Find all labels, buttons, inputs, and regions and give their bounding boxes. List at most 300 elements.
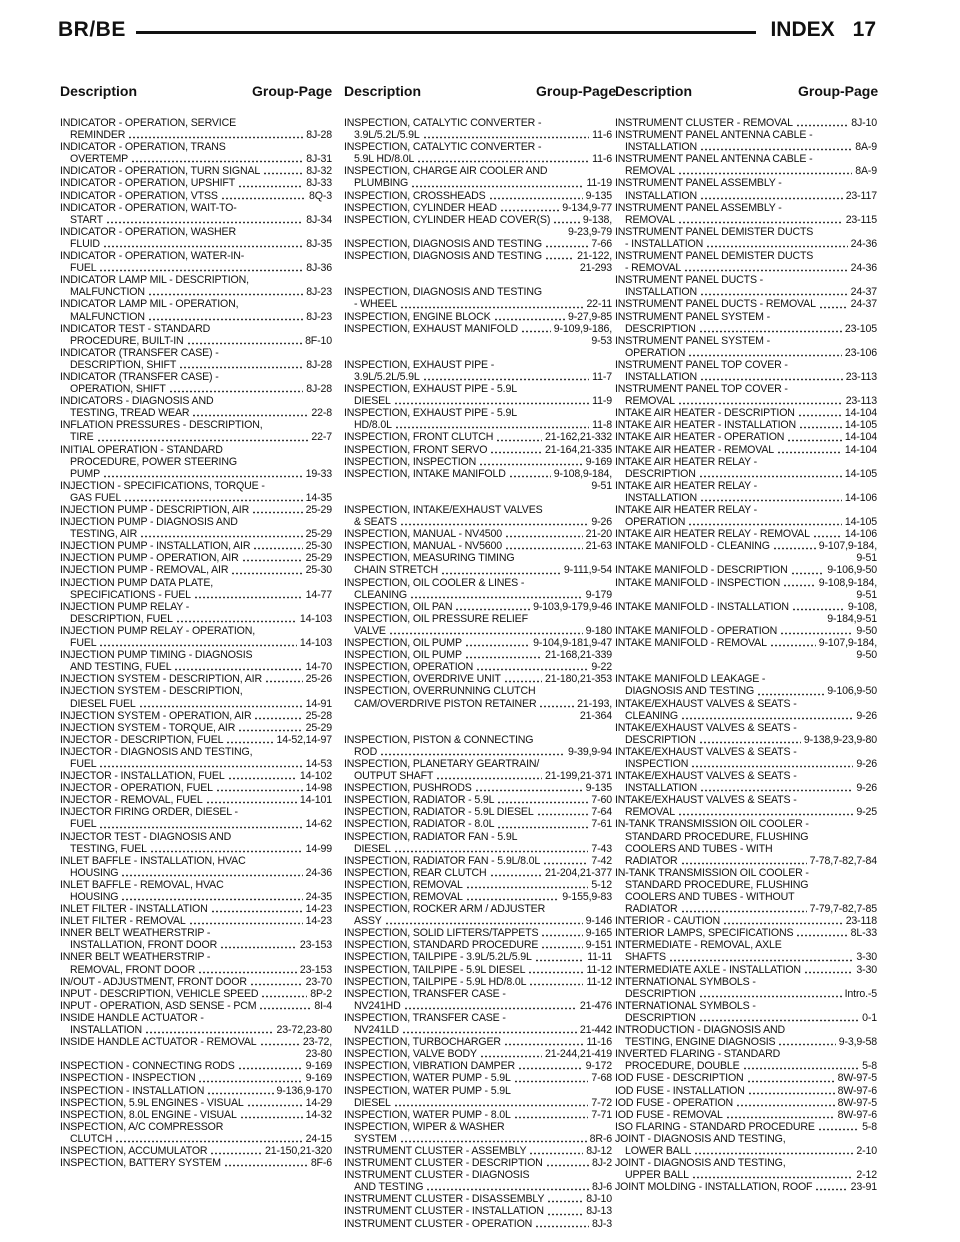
dot-leader bbox=[465, 656, 542, 659]
entry-line bbox=[60, 1109, 332, 1121]
entry-page: 9-39,9-94 bbox=[568, 745, 612, 758]
dot-leader bbox=[216, 789, 303, 792]
entry-line bbox=[60, 552, 332, 564]
entry-line bbox=[615, 577, 877, 589]
index-entry bbox=[60, 395, 332, 419]
index-entry bbox=[60, 444, 332, 480]
entry-line bbox=[60, 564, 332, 576]
dot-leader bbox=[210, 1152, 262, 1155]
index-entry bbox=[344, 927, 612, 939]
entry-text: INSPECTION, OIL PAN bbox=[344, 600, 453, 613]
entry-line bbox=[615, 371, 877, 383]
entry-line bbox=[615, 722, 877, 734]
entry-line bbox=[344, 758, 612, 770]
index-entry bbox=[615, 177, 877, 201]
entry-text: INSTALLATION bbox=[625, 141, 697, 154]
entry-text: FUEL bbox=[70, 262, 97, 275]
entry-text: INSTRUMENT PANEL DUCTS - REMOVAL bbox=[615, 298, 816, 311]
index-entry bbox=[60, 540, 332, 552]
dot-leader bbox=[509, 475, 551, 478]
entry-line bbox=[615, 516, 877, 528]
index-entry bbox=[60, 710, 332, 722]
entry-page: 8J-31 bbox=[306, 153, 332, 166]
entry-text: INDICATOR - OPERATION, WAIT-TO- bbox=[60, 201, 237, 214]
dot-leader bbox=[547, 1213, 583, 1216]
index-entry bbox=[344, 311, 612, 323]
entry-line bbox=[60, 891, 332, 903]
entry-line bbox=[60, 1060, 332, 1072]
entry-text: & SEATS bbox=[354, 516, 397, 529]
entry-line bbox=[60, 589, 332, 601]
entry-text: INSTRUMENT CLUSTER - OPERATION bbox=[344, 1217, 533, 1230]
entry-line bbox=[615, 806, 877, 818]
index-title: INDEX bbox=[770, 18, 835, 41]
entry-text: INJECTION SYSTEM - TORQUE, AIR bbox=[60, 721, 236, 734]
entry-line bbox=[344, 915, 612, 927]
dot-leader bbox=[684, 269, 848, 272]
entry-page: 24-36 bbox=[850, 262, 877, 275]
entry-text: INDICATOR - OPERATION, SERVICE bbox=[60, 117, 237, 129]
entry-page: 9-136,9-170 bbox=[276, 1084, 332, 1097]
entry-text: HOUSING bbox=[70, 866, 119, 879]
entry-line bbox=[344, 1024, 612, 1036]
dot-leader bbox=[699, 475, 842, 478]
entry-line bbox=[344, 685, 612, 697]
entry-line bbox=[615, 831, 877, 843]
entry-text: INLET BAFFLE - REMOVAL, HVAC bbox=[60, 878, 224, 891]
dot-leader bbox=[535, 1225, 589, 1228]
entry-text: INTAKE MANIFOLD LEAKAGE - bbox=[615, 673, 766, 686]
dot-leader bbox=[103, 245, 303, 248]
index-entry bbox=[615, 202, 877, 226]
entry-text: INDICATOR - OPERATION, TRANS bbox=[60, 141, 226, 154]
entry-text: INJECTION PUMP - OPERATION, AIR bbox=[60, 552, 239, 565]
entry-text: INSPECTION, RADIATOR - 5.9L bbox=[344, 794, 495, 807]
index-entry bbox=[60, 794, 332, 806]
entry-page: 7-71 bbox=[591, 1108, 612, 1121]
entry-text: INSPECTION, A/C COMPRESSOR bbox=[60, 1120, 224, 1133]
entry-text: INSPECTION, MANUAL - NV5600 bbox=[344, 540, 503, 553]
entry-text: INTERNATIONAL SYMBOLS - bbox=[615, 999, 756, 1012]
index-entry bbox=[615, 927, 877, 939]
entry-line bbox=[60, 395, 332, 407]
entry-page: 8J-3 bbox=[591, 1217, 612, 1230]
entry-text: TESTING, AIR bbox=[70, 528, 138, 541]
index-entry bbox=[344, 1218, 612, 1230]
entry-line bbox=[344, 214, 612, 226]
col1-head-desc: Description bbox=[60, 83, 138, 99]
entry-line bbox=[60, 335, 332, 347]
dot-leader bbox=[176, 620, 297, 623]
entry-line bbox=[615, 1169, 877, 1181]
entry-text: INSPECTION, 8.0L ENGINE - VISUAL bbox=[60, 1108, 237, 1121]
entry-line bbox=[60, 528, 332, 540]
index-entry bbox=[344, 903, 612, 927]
entry-text: INJECTION PUMP - REMOVAL, AIR bbox=[60, 564, 229, 577]
entry-text: FUEL bbox=[70, 818, 97, 831]
entry-line bbox=[60, 359, 332, 371]
index-entry bbox=[60, 806, 332, 830]
dot-leader bbox=[192, 414, 308, 417]
entry-page: 21-204,21-377 bbox=[545, 866, 612, 879]
entry-line bbox=[60, 637, 332, 649]
entry-line bbox=[60, 734, 332, 746]
entry-text: COOLERS AND TUBES - WITH bbox=[625, 842, 773, 855]
entry-page: 25-29 bbox=[305, 528, 332, 541]
entry-line bbox=[615, 383, 877, 395]
entry-page: 9-151 bbox=[585, 939, 612, 952]
entry-line bbox=[60, 129, 332, 141]
entry-text: INSPECTION, PLANETARY GEARTRAIN/ bbox=[344, 757, 540, 770]
index-entry bbox=[344, 468, 612, 504]
dot-leader bbox=[103, 475, 303, 478]
entry-page: 23-91 bbox=[850, 1181, 877, 1194]
index-entry bbox=[615, 1133, 877, 1157]
dot-leader bbox=[265, 680, 303, 683]
entry-text: INDICATOR LAMP MIL - OPERATION, bbox=[60, 298, 239, 311]
entry-page: 23-115 bbox=[845, 213, 877, 226]
entry-line bbox=[60, 855, 332, 867]
entry-text: INSPECTION bbox=[625, 757, 689, 770]
entry-text: COOLERS AND TUBES - WITHOUT bbox=[625, 891, 795, 903]
entry-line bbox=[615, 637, 877, 649]
entry-text: INSPECTION, REMOVAL bbox=[344, 891, 463, 903]
entry-line bbox=[60, 504, 332, 516]
index-entry bbox=[60, 673, 332, 685]
dot-leader bbox=[99, 765, 302, 768]
entry-line bbox=[60, 286, 332, 298]
index-entry bbox=[615, 456, 877, 480]
entry-page: 8J-36 bbox=[306, 262, 332, 275]
index-entry bbox=[344, 661, 612, 673]
dot-leader bbox=[699, 1019, 859, 1022]
entry-text: CHAIN STRETCH bbox=[354, 564, 438, 577]
entry-line bbox=[615, 177, 877, 189]
entry-text: INSPECTION, OIL PUMP bbox=[344, 649, 462, 662]
entry-page: 21-168,21-339 bbox=[545, 649, 612, 662]
dot-leader bbox=[699, 995, 842, 998]
dot-leader bbox=[692, 1176, 854, 1179]
entry-page: 9-169 bbox=[305, 1072, 332, 1085]
dot-leader bbox=[496, 439, 542, 442]
index-entry bbox=[615, 976, 877, 1000]
entry-line bbox=[344, 1036, 612, 1048]
entry-line bbox=[615, 1121, 877, 1133]
dot-leader bbox=[238, 729, 302, 732]
index-entry bbox=[344, 601, 612, 613]
entry-line bbox=[60, 661, 332, 673]
entry-line bbox=[60, 1000, 332, 1012]
dot-leader bbox=[231, 572, 302, 575]
entry-page: 8J-32 bbox=[306, 165, 332, 178]
index-entry bbox=[60, 564, 332, 576]
entry-line bbox=[60, 298, 332, 310]
entry-line bbox=[60, 1024, 332, 1036]
entry-text: INSPECTION, REMOVAL bbox=[344, 878, 463, 891]
entry-page: 14-101 bbox=[299, 794, 332, 807]
entry-line bbox=[344, 1060, 612, 1072]
entry-line bbox=[344, 153, 612, 165]
index-entry bbox=[344, 165, 612, 189]
entry-text: INTAKE MANIFOLD - DESCRIPTION bbox=[615, 564, 788, 577]
entry-gap bbox=[344, 347, 612, 359]
entry-line bbox=[60, 383, 332, 395]
entry-text: INDICATOR (TRANSFER CASE) - bbox=[60, 370, 219, 383]
entry-line bbox=[615, 903, 877, 915]
entry-line bbox=[344, 202, 612, 214]
dot-leader bbox=[678, 221, 843, 224]
entry-text: INSTALLATION bbox=[70, 1024, 142, 1037]
dot-leader bbox=[207, 1092, 273, 1095]
entry-line bbox=[615, 710, 877, 722]
entry-line bbox=[615, 1024, 877, 1036]
index-entry bbox=[344, 1060, 612, 1072]
entry-page: 23-113 bbox=[845, 370, 877, 383]
entry-text: INSPECTION, OVERDRIVE UNIT bbox=[344, 673, 501, 686]
dot-leader bbox=[99, 269, 303, 272]
entry-page: 11-6 bbox=[592, 153, 612, 166]
entry-line bbox=[615, 927, 877, 939]
entry-text: INSPECTION, CYLINDER HEAD bbox=[344, 201, 497, 214]
index-entry bbox=[615, 226, 877, 250]
entry-page: 23-113 bbox=[845, 395, 877, 408]
index-entry bbox=[60, 1000, 332, 1012]
dot-leader bbox=[145, 1031, 274, 1034]
index-entry bbox=[60, 117, 332, 141]
dot-leader bbox=[678, 813, 853, 816]
entry-page: 11-7 bbox=[592, 370, 612, 383]
entry-line bbox=[60, 1133, 332, 1145]
entry-page: 7-64 bbox=[591, 806, 612, 819]
entry-text: REMOVAL bbox=[625, 395, 675, 408]
entry-page: 9-25 bbox=[856, 806, 877, 819]
index-entry bbox=[60, 988, 332, 1000]
entry-gap bbox=[615, 661, 877, 673]
entry-text: IOD FUSE - REMOVAL bbox=[615, 1108, 723, 1121]
entry-line bbox=[60, 238, 332, 250]
entry-text: INTAKE AIR HEATER RELAY - REMOVAL bbox=[615, 528, 810, 541]
entry-line bbox=[344, 613, 612, 625]
entry-page: 8J-6 bbox=[591, 1181, 612, 1194]
dot-leader bbox=[489, 197, 583, 200]
index-entry bbox=[60, 1109, 332, 1121]
header-rule bbox=[136, 31, 756, 34]
dot-leader bbox=[783, 584, 816, 587]
entry-text: FUEL bbox=[70, 757, 97, 770]
dot-leader bbox=[543, 862, 588, 865]
entry-page-continued: 21-364 bbox=[579, 709, 612, 722]
index-entry bbox=[615, 770, 877, 794]
dot-leader bbox=[535, 959, 584, 962]
entry-text: REMOVAL bbox=[625, 165, 675, 178]
entry-line bbox=[615, 879, 877, 891]
dot-leader bbox=[466, 886, 589, 889]
entry-line bbox=[615, 165, 877, 177]
entry-text: DESCRIPTION bbox=[625, 322, 696, 335]
index-entry bbox=[60, 855, 332, 879]
entry-page: 23-105 bbox=[844, 322, 877, 335]
entry-text: REMOVAL bbox=[625, 806, 675, 819]
entry-line bbox=[344, 456, 612, 468]
entry-text: AND TESTING, FUEL bbox=[70, 661, 172, 674]
dot-leader bbox=[504, 1043, 584, 1046]
entry-text: INDICATORS - DIAGNOSIS AND bbox=[60, 395, 214, 408]
entry-line bbox=[615, 685, 877, 697]
entry-text: DESCRIPTION, FUEL bbox=[70, 612, 173, 625]
entry-line bbox=[60, 746, 332, 758]
entry-line bbox=[60, 794, 332, 806]
entry-text: INTAKE MANIFOLD - INSPECTION bbox=[615, 576, 781, 589]
entry-page: 14-52,14-97 bbox=[276, 733, 332, 746]
entry-line bbox=[344, 673, 612, 685]
entry-text: INSTRUMENT PANEL ANTENNA CABLE - bbox=[615, 129, 813, 142]
entry-page: 9-138, bbox=[582, 213, 612, 226]
entry-line bbox=[344, 1097, 612, 1109]
index-entry bbox=[60, 141, 332, 165]
entry-text: INSPECTION, TRANSFER CASE - bbox=[344, 987, 506, 1000]
entry-line bbox=[60, 976, 332, 988]
dot-leader bbox=[699, 741, 801, 744]
dot-leader bbox=[537, 813, 589, 816]
entry-text: INTAKE MANIFOLD - CLEANING bbox=[615, 540, 770, 553]
entry-line bbox=[615, 1109, 877, 1121]
index-entry bbox=[60, 1072, 332, 1084]
dot-leader bbox=[723, 922, 843, 925]
entry-page: 24-15 bbox=[305, 1132, 332, 1145]
entry-page-continued: 9-184,9-51 bbox=[827, 612, 877, 625]
entry-page: 14-104 bbox=[844, 431, 877, 444]
entry-text: INFLATION PRESSURES - DESCRIPTION, bbox=[60, 419, 263, 432]
dot-leader bbox=[796, 934, 847, 937]
entry-line bbox=[615, 419, 877, 431]
dot-leader bbox=[106, 221, 303, 224]
entry-line bbox=[60, 456, 332, 468]
entry-text: INSPECTION, ENGINE BLOCK bbox=[344, 310, 491, 323]
dot-leader bbox=[263, 172, 303, 175]
entry-text: INSIDE HANDLE ACTUATOR - REMOVAL bbox=[60, 1036, 257, 1049]
index-entry bbox=[344, 879, 612, 891]
index-entry bbox=[60, 1157, 332, 1169]
entry-line bbox=[615, 323, 877, 335]
entry-text: INSTRUMENT CLUSTER - DESCRIPTION bbox=[344, 1157, 543, 1170]
dot-leader bbox=[691, 765, 853, 768]
entry-text: INJECTION SYSTEM - DESCRIPTION, bbox=[60, 685, 243, 698]
dot-leader bbox=[466, 898, 559, 901]
entry-page: 8J-34 bbox=[306, 213, 332, 226]
entry-text: INSTALLATION bbox=[625, 370, 697, 383]
entry-text: INTAKE MANIFOLD - REMOVAL bbox=[615, 637, 767, 650]
entry-page: 14-23 bbox=[305, 903, 332, 916]
entry-line bbox=[615, 286, 877, 298]
dot-leader bbox=[747, 1080, 835, 1083]
entry-line bbox=[615, 311, 877, 323]
entry-line bbox=[60, 419, 332, 431]
entry-text: INJECTION SYSTEM - OPERATION, AIR bbox=[60, 709, 252, 722]
entry-line bbox=[60, 1157, 332, 1169]
dot-leader bbox=[773, 547, 816, 550]
entry-text: SYSTEM bbox=[354, 1132, 397, 1145]
entry-line bbox=[615, 117, 877, 129]
dot-leader bbox=[169, 390, 304, 393]
index-entry bbox=[615, 298, 877, 310]
entry-text: INSTALLATION bbox=[625, 189, 697, 202]
dot-leader bbox=[796, 124, 848, 127]
entry-text: INSPECTION, FRONT SERVO bbox=[344, 443, 488, 456]
index-entry bbox=[60, 601, 332, 625]
entry-text: OPERATION, SHIFT bbox=[70, 383, 166, 396]
index-entry bbox=[60, 190, 332, 202]
entry-line bbox=[60, 831, 332, 843]
entry-line bbox=[60, 964, 332, 976]
entry-line bbox=[60, 1085, 332, 1097]
entry-line bbox=[344, 298, 612, 310]
entry-line bbox=[344, 504, 612, 516]
dot-leader bbox=[792, 608, 845, 611]
entry-text: INSPECTION, RADIATOR FAN - 5.9L/8.0L bbox=[344, 854, 541, 867]
entry-page: 25-28 bbox=[305, 709, 332, 722]
entry-line bbox=[344, 649, 612, 661]
entry-line bbox=[344, 311, 612, 323]
dot-leader bbox=[198, 1080, 302, 1083]
dot-leader bbox=[411, 185, 583, 188]
entry-line bbox=[615, 407, 877, 419]
entry-text: IN-TANK TRANSMISSION OIL COOLER - bbox=[615, 818, 809, 831]
entry-text: INSPECTION, EXHAUST PIPE - 5.9L bbox=[344, 407, 517, 420]
entry-text: JOINT - DIAGNOSIS AND TESTING, bbox=[615, 1157, 786, 1170]
entry-page: 11-8 bbox=[592, 419, 612, 432]
entry-page: 21-442 bbox=[579, 1024, 612, 1037]
entry-line bbox=[60, 214, 332, 226]
entry-line bbox=[60, 625, 332, 637]
entry-page: 14-32 bbox=[305, 1108, 332, 1121]
entry-line bbox=[344, 1121, 612, 1133]
index-entry bbox=[60, 371, 332, 395]
index-entry bbox=[615, 601, 877, 625]
index-entry bbox=[60, 516, 332, 540]
entry-text: INSIDE HANDLE ACTUATOR - bbox=[60, 1011, 204, 1024]
index-entry bbox=[344, 456, 612, 468]
index-entry bbox=[615, 1109, 877, 1121]
entry-line bbox=[615, 347, 877, 359]
entry-line bbox=[615, 468, 877, 480]
entry-text: INSPECTION, TAILPIPE - 5.9L DIESEL bbox=[344, 963, 526, 976]
entry-text: INSPECTION, WATER PUMP - 5.9L bbox=[344, 1084, 511, 1097]
entry-text: INJECTION - SPECIFICATIONS, TORQUE - bbox=[60, 479, 265, 492]
dot-leader bbox=[394, 850, 589, 853]
index-entry bbox=[60, 879, 332, 903]
index-entry bbox=[60, 746, 332, 770]
index-entry bbox=[344, 117, 612, 141]
entry-text: INSPECTION, 5.9L ENGINES - VISUAL bbox=[60, 1096, 244, 1109]
index-entry bbox=[60, 903, 332, 915]
entry-line bbox=[60, 311, 332, 323]
dot-leader bbox=[97, 439, 309, 442]
entry-line bbox=[344, 1000, 612, 1012]
dot-leader bbox=[211, 910, 303, 913]
entry-text: IN-TANK TRANSMISSION OIL COOLER - bbox=[615, 866, 809, 879]
entry-page: 21-164,21-335 bbox=[545, 443, 612, 456]
entry-page: 14-106 bbox=[844, 491, 877, 504]
dot-leader bbox=[688, 523, 842, 526]
entry-text: INJECTOR TEST - DIAGNOSIS AND bbox=[60, 830, 232, 843]
entry-page: 14-98 bbox=[305, 782, 332, 795]
entry-text: INSPECTION, CROSSHEADS bbox=[344, 189, 486, 202]
entry-text: INSPECTION, OPERATION bbox=[344, 661, 474, 674]
entry-line bbox=[344, 190, 612, 202]
entry-page: 7-43 bbox=[591, 842, 612, 855]
index-entry bbox=[344, 504, 612, 528]
entry-text: INDICATOR (TRANSFER CASE) - bbox=[60, 346, 219, 359]
